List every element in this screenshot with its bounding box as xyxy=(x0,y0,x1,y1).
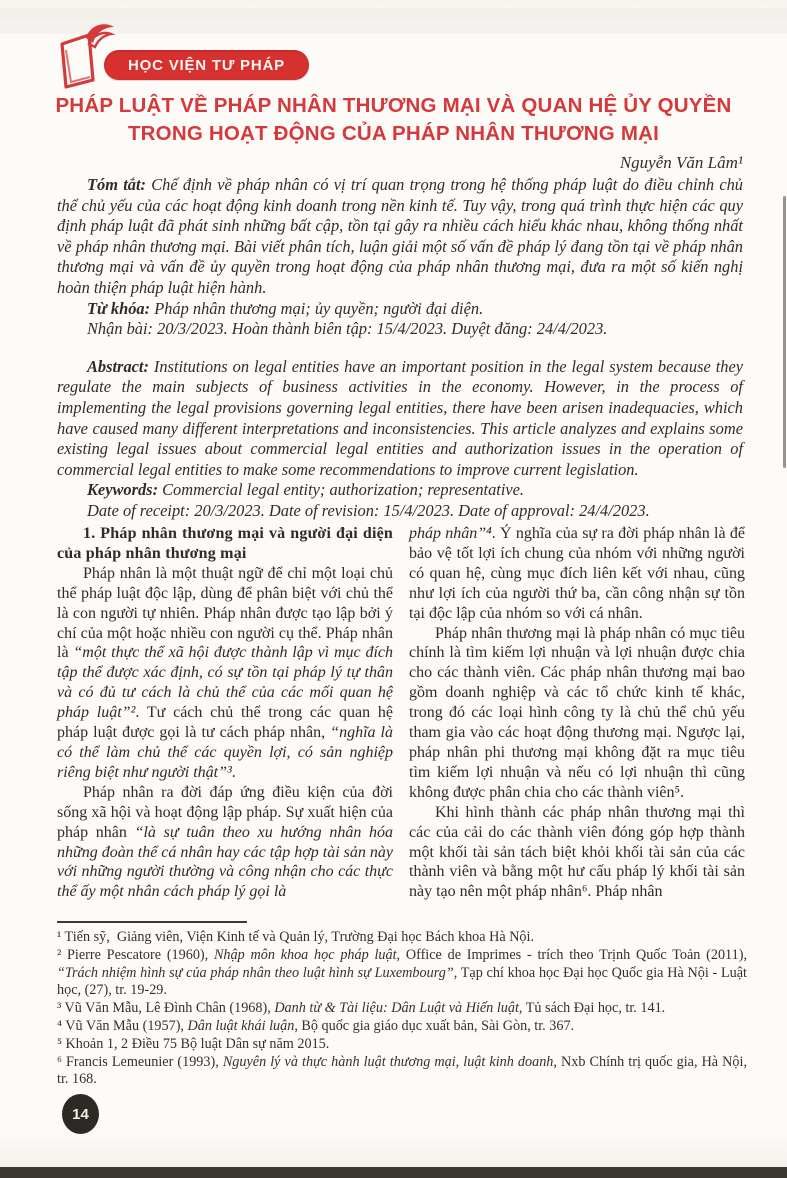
footnote-5: ⁵ Khoản 1, 2 Điều 75 Bộ luật Dân sự năm 2015. xyxy=(57,1035,330,1052)
front-matter xyxy=(57,175,748,522)
body-column-left xyxy=(57,524,398,902)
footnote-list xyxy=(57,929,751,1089)
body-paragraph: Pháp nhân là một thuật ngữ để chỉ một loại chủ thể pháp luật độc lập, dùng để phân biệt với chủ thể là con người tự nhiên. Pháp nhân được tạo lập bởi ý chí của một hoặc nhiều con người cụ thể. Pháp nhân là “một thực thể xã hội được thành lập vì mục đích tập thể được xác định, có sự tồn tại pháp lý tự thân và có đủ tư cách là chủ thể của các mối quan hệ pháp luật”². Tư cách chủ thể trong các quan hệ pháp luật được gọi là tư cách pháp nhân, “nghĩa là có thể làm chủ thể các quyền lợi, có sản nghiệp riêng biệt như người thật”³. xyxy=(57,564,398,781)
footnote-divider xyxy=(57,921,247,923)
scan-artifact-top xyxy=(0,8,787,34)
page-number-badge xyxy=(62,1094,99,1134)
scan-artifact-bottom xyxy=(0,1167,787,1178)
footnote-4: ⁴ Vũ Văn Mẫu (1957), Dân luật khái luận, Bộ quốc gia giáo dục xuất bản, Sài Gòn, tr. 367. xyxy=(57,1017,575,1034)
academy-badge xyxy=(104,50,309,80)
author-line: Nguyễn Văn Lâm¹ xyxy=(619,153,743,172)
article-body xyxy=(57,524,749,902)
abstract-en: Abstract: Institutions on legal entities have an important position in the legal system because they regulate the main subjects of business activities in the economy. However, in the process of implementing the legal provisions governing legal entities, there have been arisen inadequacies, which have caused many different interpretations and inconsistencies. This article analyzes and explains some existing legal issues about commercial legal entities and authorization issues in the operation of commercial legal entities to make some recommendations to improve current legislation. xyxy=(57,356,748,479)
dates-vi: Nhận bài: 20/3/2023. Hoàn thành biên tập: 15/4/2023. Duyệt đăng: 24/4/2023. xyxy=(87,319,608,339)
scan-artifact-right-edge xyxy=(783,196,786,468)
body-paragraph: pháp nhân”⁴. Ý nghĩa của sự ra đời pháp nhân là để bảo vệ tốt lợi ích chung của nhóm với những người có quan hệ, cùng mục đích liên kết với nhau, cũng như lợi ích của người thứ ba, cần công nhận sự tồn tại độc lập của nhóm so với cá nhân. xyxy=(409,525,749,622)
article-title xyxy=(30,92,757,148)
body-paragraph: Pháp nhân ra đời đáp ứng điều kiện của đời sống xã hội và hoạt động lập pháp. Sự xuất hiện của pháp nhân “là sự tuân theo xu hướng nhân hóa những đoàn thể cá nhân hay các tập hợp tài sản này với những người thường và công nhận cho các thực thể ấy một nhân cách pháp lý gọi là xyxy=(57,783,398,901)
body-paragraph: Pháp nhân thương mại là pháp nhân có mục tiêu chính là tìm kiếm lợi nhuận và lợi nhuận được chia cho các thành viên. Các pháp nhân thương mại bao gồm doanh nghiệp và các tổ chức kinh tế khác, trong đó các loại hình công ty là chủ thể chủ yếu tham gia vào các hoạt động thương mại. Ngược lại, pháp nhân phi thương mại không đặt ra mục tiêu tìm kiếm lợi nhuận và nếu có lợi nhuận thì cũng không được phân chia cho các thành viên⁵. xyxy=(409,624,749,801)
footnote-3: ³ Vũ Văn Mẫu, Lê Đình Chân (1968), Danh từ & Tài liệu: Dân Luật và Hiến luật, Tủ sách Đại học, tr. 141. xyxy=(57,1000,666,1017)
academy-badge-label: HỌC VIỆN TƯ PHÁP xyxy=(128,56,285,74)
article-title-line2: TRONG HOẠT ĐỘNG CỦA PHÁP NHÂN THƯƠNG MẠI xyxy=(127,122,660,145)
page-number: 14 xyxy=(72,1105,89,1123)
footnote-2: ² Pierre Pescatore (1960), Nhập môn khoa học pháp luật, Office de Imprimes - trích theo Trịnh Quốc Toản (2011), “Trách nhiệm hình sự của pháp nhân theo luật hình sự Luxembourg”, Tạp chí khoa học Đại học Quốc gia Hà Nội - Luật học, (27), tr. 19-29. xyxy=(57,946,751,999)
dates-en: Date of receipt: 20/3/2023. Date of revision: 15/4/2023. Date of approval: 24/4/2023. xyxy=(87,500,650,520)
body-column-right xyxy=(409,524,749,902)
section-heading: 1. Pháp nhân thương mại và người đại diện của pháp nhân thương mại xyxy=(57,525,398,562)
keywords-en: Keywords: Commercial legal entity; authorization; representative. xyxy=(87,480,525,500)
footnote-6: ⁶ Francis Lemeunier (1993), Nguyên lý và thực hành luật thương mại, luật kinh doanh, Nxb Chính trị quốc gia, Hà Nội, tr. 168. xyxy=(57,1053,751,1088)
article-title-line1: PHÁP LUẬT VỀ PHÁP NHÂN THƯƠNG MẠI VÀ QUAN HỆ ỦY QUYỀN xyxy=(55,94,732,117)
footnote-1: ¹ Tiến sỹ, Giảng viên, Viện Kinh tế và Quản lý, Trường Đại học Bách khoa Hà Nội. xyxy=(57,929,535,945)
abstract-vi: Tóm tắt: Chế định về pháp nhân có vị trí quan trọng trong hệ thống pháp luật do điều chỉnh chủ thể chủ yếu của các hoạt động kinh doanh trong nền kinh tế. Tuy vậy, trong quá trình thực hiện các quy định pháp luật đã phát sinh những bất cập, tồn tại gây ra nhiều cách hiểu khác nhau, không thống nhất về pháp nhân thương mại. Bài viết phân tích, luận giải một số vấn đề pháp lý đang tồn tại về pháp nhân thương mại và vấn đề ủy quyền trong hoạt động của pháp nhân thương mại, đưa ra một số kiến nghị hoàn thiện pháp luật hiện hành. xyxy=(57,175,748,297)
body-paragraph: Khi hình thành các pháp nhân thương mại thì các của cải do các thành viên đóng góp hợp thành một khối tài sản tách biệt khỏi khối tài sản của các thành viên và bằng một hư cấu pháp lý khối tài sản này tạo nên một pháp nhân⁶. Pháp nhân xyxy=(409,803,749,901)
keywords-vi: Từ khóa: Pháp nhân thương mại; ủy quyền; người đại diện. xyxy=(87,298,484,318)
